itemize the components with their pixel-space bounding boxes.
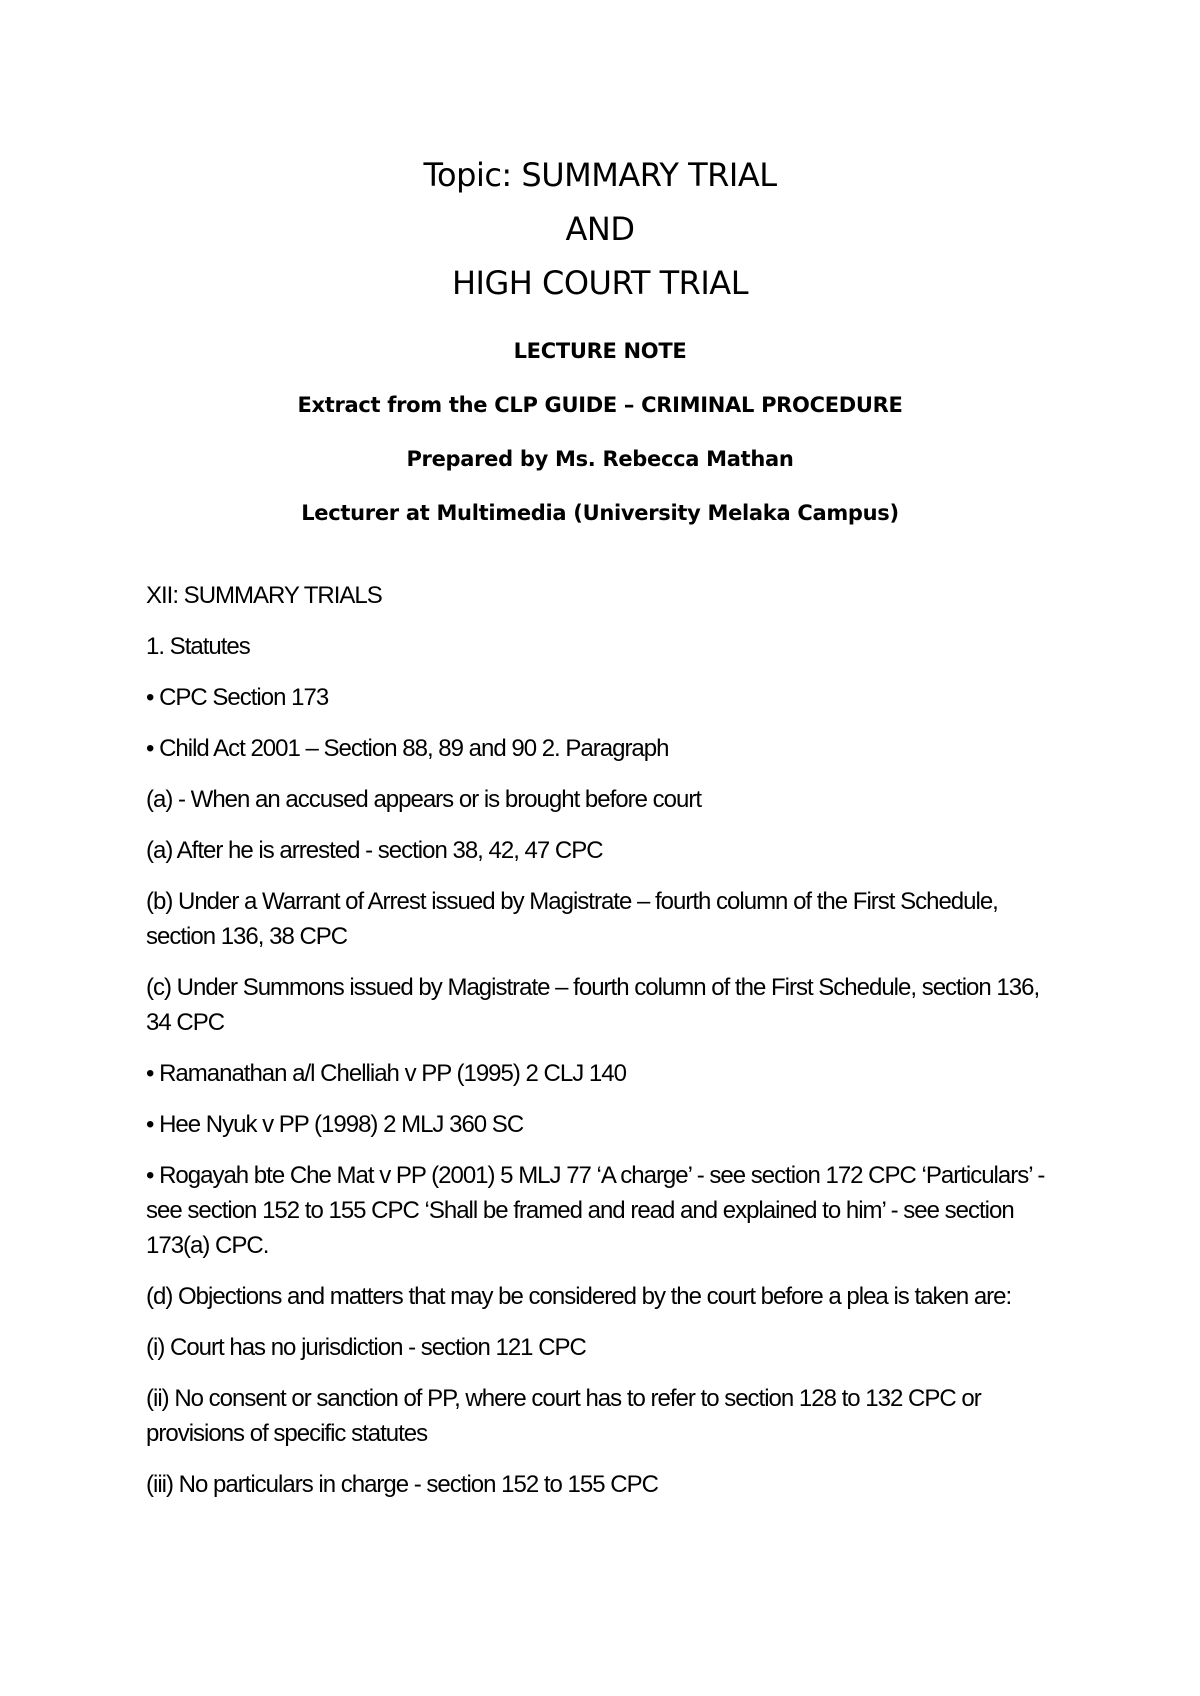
document-header: [0, 148, 1200, 540]
paragraph: (d) Objections and matters that may be considered by the court before a plea is taken are:: [146, 1283, 1012, 1310]
paragraph: (iii) No particulars in charge - section 152 to 155 CPC: [146, 1471, 658, 1498]
paragraph: (c) Under Summons issued by Magistrate – fourth column of the First Schedule, section 136, 34 CPC: [146, 974, 1040, 1036]
title-line-3: HIGH COURT TRIAL: [451, 264, 749, 302]
paragraph: (a) After he is arrested - section 38, 42, 47 CPC: [146, 837, 603, 864]
paragraph: (i) Court has no jurisdiction - section 121 CPC: [146, 1334, 586, 1361]
lecture-note-label: LECTURE NOTE: [513, 339, 687, 363]
section-heading: XII: SUMMARY TRIALS: [146, 582, 382, 609]
paragraph: 1. Statutes: [146, 633, 250, 660]
bullet-item: • CPC Section 173: [146, 684, 329, 711]
bullet-item: • Ramanathan a/l Chelliah v PP (1995) 2 CLJ 140: [146, 1060, 626, 1087]
title-line-1: Topic: SUMMARY TRIAL: [423, 156, 777, 194]
document-body: [146, 578, 1066, 1518]
bullet-item: • Hee Nyuk v PP (1998) 2 MLJ 360 SC: [146, 1111, 524, 1138]
lecturer-line: Lecturer at Multimedia (University Melaka Campus): [301, 501, 899, 525]
bullet-item: • Rogayah bte Che Mat v PP (2001) 5 MLJ 77 ‘A charge’ - see section 172 CPC ‘Particulars’ - see section 152 to 155 CPC ‘Shall be framed and read and explained to him’ - see section 173(a) CPC.: [146, 1162, 1045, 1259]
extract-line: Extract from the CLP GUIDE – CRIMINAL PROCEDURE: [297, 393, 903, 417]
prepared-by-line: Prepared by Ms. Rebecca Mathan: [406, 447, 794, 471]
paragraph: (b) Under a Warrant of Arrest issued by Magistrate – fourth column of the First Schedule, section 136, 38 CPC: [146, 888, 998, 950]
bullet-item: • Child Act 2001 – Section 88, 89 and 90 2. Paragraph: [146, 735, 669, 762]
paragraph: (a) - When an accused appears or is brought before court: [146, 786, 701, 813]
paragraph: (ii) No consent or sanction of PP, where court has to refer to section 128 to 132 CPC or provisions of specific statutes: [146, 1385, 981, 1447]
title-line-2: AND: [565, 210, 635, 248]
